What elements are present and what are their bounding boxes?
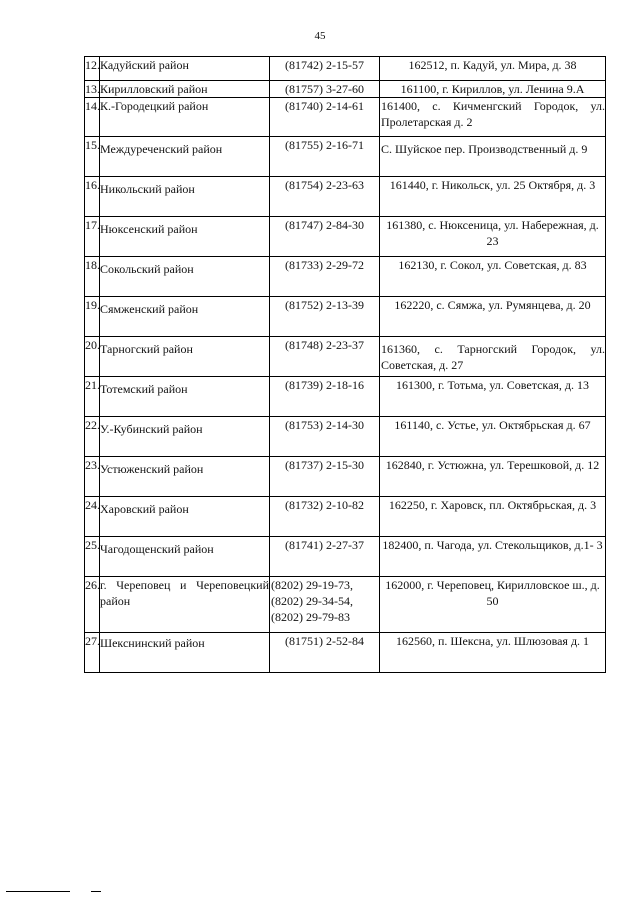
phone-number: (81754) 2-23-63	[285, 178, 364, 192]
district-name: Сямженский район	[100, 297, 270, 337]
phone-number: (81732) 2-10-82	[285, 498, 364, 512]
phone-number: (8202) 29-34-54,	[271, 594, 353, 608]
phone-number: (81751) 2-52-84	[285, 634, 364, 648]
row-number: 12.	[85, 57, 100, 81]
phone-cell	[270, 137, 380, 177]
page-number: 45	[314, 30, 326, 42]
address-cell: 182400, п. Чагода, ул. Стекольщиков, д.1- 3	[380, 537, 606, 577]
district-name: Тарногский район	[100, 337, 270, 377]
phone-number: (81747) 2-84-30	[285, 218, 364, 232]
address-cell: 162000, г. Череповец, Кирилловское ш., д. 50	[380, 577, 606, 633]
row-number: 15.	[85, 137, 100, 177]
phone-number: (81741) 2-27-37	[285, 538, 364, 552]
phone-cell	[270, 577, 380, 633]
district-name: Кирилловский район	[100, 81, 270, 98]
row-number: 24.	[85, 497, 100, 537]
district-name: Никольский район	[100, 177, 270, 217]
address-cell: 161300, г. Тотьма, ул. Советская, д. 13	[380, 377, 606, 417]
phone-cell	[270, 497, 380, 537]
address-cell: 162560, п. Шексна, ул. Шлюзовая д. 1	[380, 633, 606, 673]
row-number: 25.	[85, 537, 100, 577]
district-contacts-table	[84, 56, 606, 673]
phone-number: (81748) 2-23-37	[285, 338, 364, 352]
phone-cell	[270, 337, 380, 377]
table-row	[85, 257, 606, 297]
phone-cell	[270, 81, 380, 98]
phone-cell	[270, 633, 380, 673]
scan-mark-line	[6, 891, 70, 892]
row-number: 14.	[85, 98, 100, 137]
table-row	[85, 297, 606, 337]
district-name: У.-Кубинский район	[100, 417, 270, 457]
phone-cell	[270, 257, 380, 297]
address-cell: 161100, г. Кириллов, ул. Ленина 9.А	[380, 81, 606, 98]
row-number: 23.	[85, 457, 100, 497]
phone-number: (81742) 2-15-57	[285, 58, 364, 72]
table-row	[85, 377, 606, 417]
district-name: Устюженский район	[100, 457, 270, 497]
row-number: 17.	[85, 217, 100, 257]
district-name: г. Череповец и Череповецкий район	[100, 577, 270, 633]
address-cell: 161440, г. Никольск, ул. 25 Октября, д. 3	[380, 177, 606, 217]
phone-number: (81755) 2-16-71	[285, 138, 364, 152]
table-row	[85, 81, 606, 98]
phone-number: (81752) 2-13-39	[285, 298, 364, 312]
phone-cell	[270, 457, 380, 497]
row-number: 26.	[85, 577, 100, 633]
phone-cell	[270, 417, 380, 457]
row-number: 18.	[85, 257, 100, 297]
row-number: 27.	[85, 633, 100, 673]
table-row	[85, 57, 606, 81]
district-name: Нюксенский район	[100, 217, 270, 257]
phone-cell	[270, 537, 380, 577]
address-cell: 162512, п. Кадуй, ул. Мира, д. 38	[380, 57, 606, 81]
phone-number: (81740) 2-14-61	[285, 99, 364, 113]
district-name: Тотемский район	[100, 377, 270, 417]
address-cell: 162840, г. Устюжна, ул. Терешковой, д. 12	[380, 457, 606, 497]
row-number: 21.	[85, 377, 100, 417]
table-row	[85, 457, 606, 497]
district-name: К.-Городецкий район	[100, 98, 270, 137]
table-row	[85, 98, 606, 137]
row-number: 19.	[85, 297, 100, 337]
phone-number: (81753) 2-14-30	[285, 418, 364, 432]
table-row	[85, 177, 606, 217]
district-name: Кадуйский район	[100, 57, 270, 81]
row-number: 16.	[85, 177, 100, 217]
table-row	[85, 337, 606, 377]
address-cell: 161400, с. Кичменгский Городок, ул. Пролетарская д. 2	[380, 98, 606, 137]
row-number: 20.	[85, 337, 100, 377]
district-name: Шекснинский район	[100, 633, 270, 673]
district-name: Междуреченский район	[100, 137, 270, 177]
district-name: Харовский район	[100, 497, 270, 537]
phone-cell	[270, 297, 380, 337]
phone-number: (81739) 2-18-16	[285, 378, 364, 392]
phone-cell	[270, 217, 380, 257]
phone-number: (8202) 29-79-83	[271, 610, 350, 624]
phone-number: (81757) 3-27-60	[285, 82, 364, 96]
row-number: 13.	[85, 82, 100, 96]
address-cell: 162250, г. Харовск, пл. Октябрьская, д. 3	[380, 497, 606, 537]
table-row	[85, 137, 606, 177]
phone-cell	[270, 177, 380, 217]
address-cell: С. Шуйское пер. Производственный д. 9	[380, 137, 606, 177]
address-cell: 161140, с. Устье, ул. Октябрьская д. 67	[380, 417, 606, 457]
address-cell: 161360, с. Тарногский Городок, ул. Советская, д. 27	[380, 337, 606, 377]
scan-mark-line	[91, 891, 101, 892]
phone-cell	[270, 57, 380, 81]
table-row	[85, 577, 606, 633]
phone-number: (8202) 29-19-73,	[271, 578, 353, 592]
table-row	[85, 217, 606, 257]
phone-cell	[270, 98, 380, 137]
phone-cell	[270, 377, 380, 417]
table-row	[85, 497, 606, 537]
table-row	[85, 537, 606, 577]
phone-number: (81737) 2-15-30	[285, 458, 364, 472]
table-row	[85, 417, 606, 457]
district-name: Сокольский район	[100, 257, 270, 297]
district-name: Чагодощенский район	[100, 537, 270, 577]
row-number: 22.	[85, 417, 100, 457]
table-row	[85, 633, 606, 673]
address-cell: 162130, г. Сокол, ул. Советская, д. 83	[380, 257, 606, 297]
phone-number: (81733) 2-29-72	[285, 258, 364, 272]
address-cell: 162220, с. Сямжа, ул. Румянцева, д. 20	[380, 297, 606, 337]
address-cell: 161380, с. Нюксеница, ул. Набережная, д. 23	[380, 217, 606, 257]
